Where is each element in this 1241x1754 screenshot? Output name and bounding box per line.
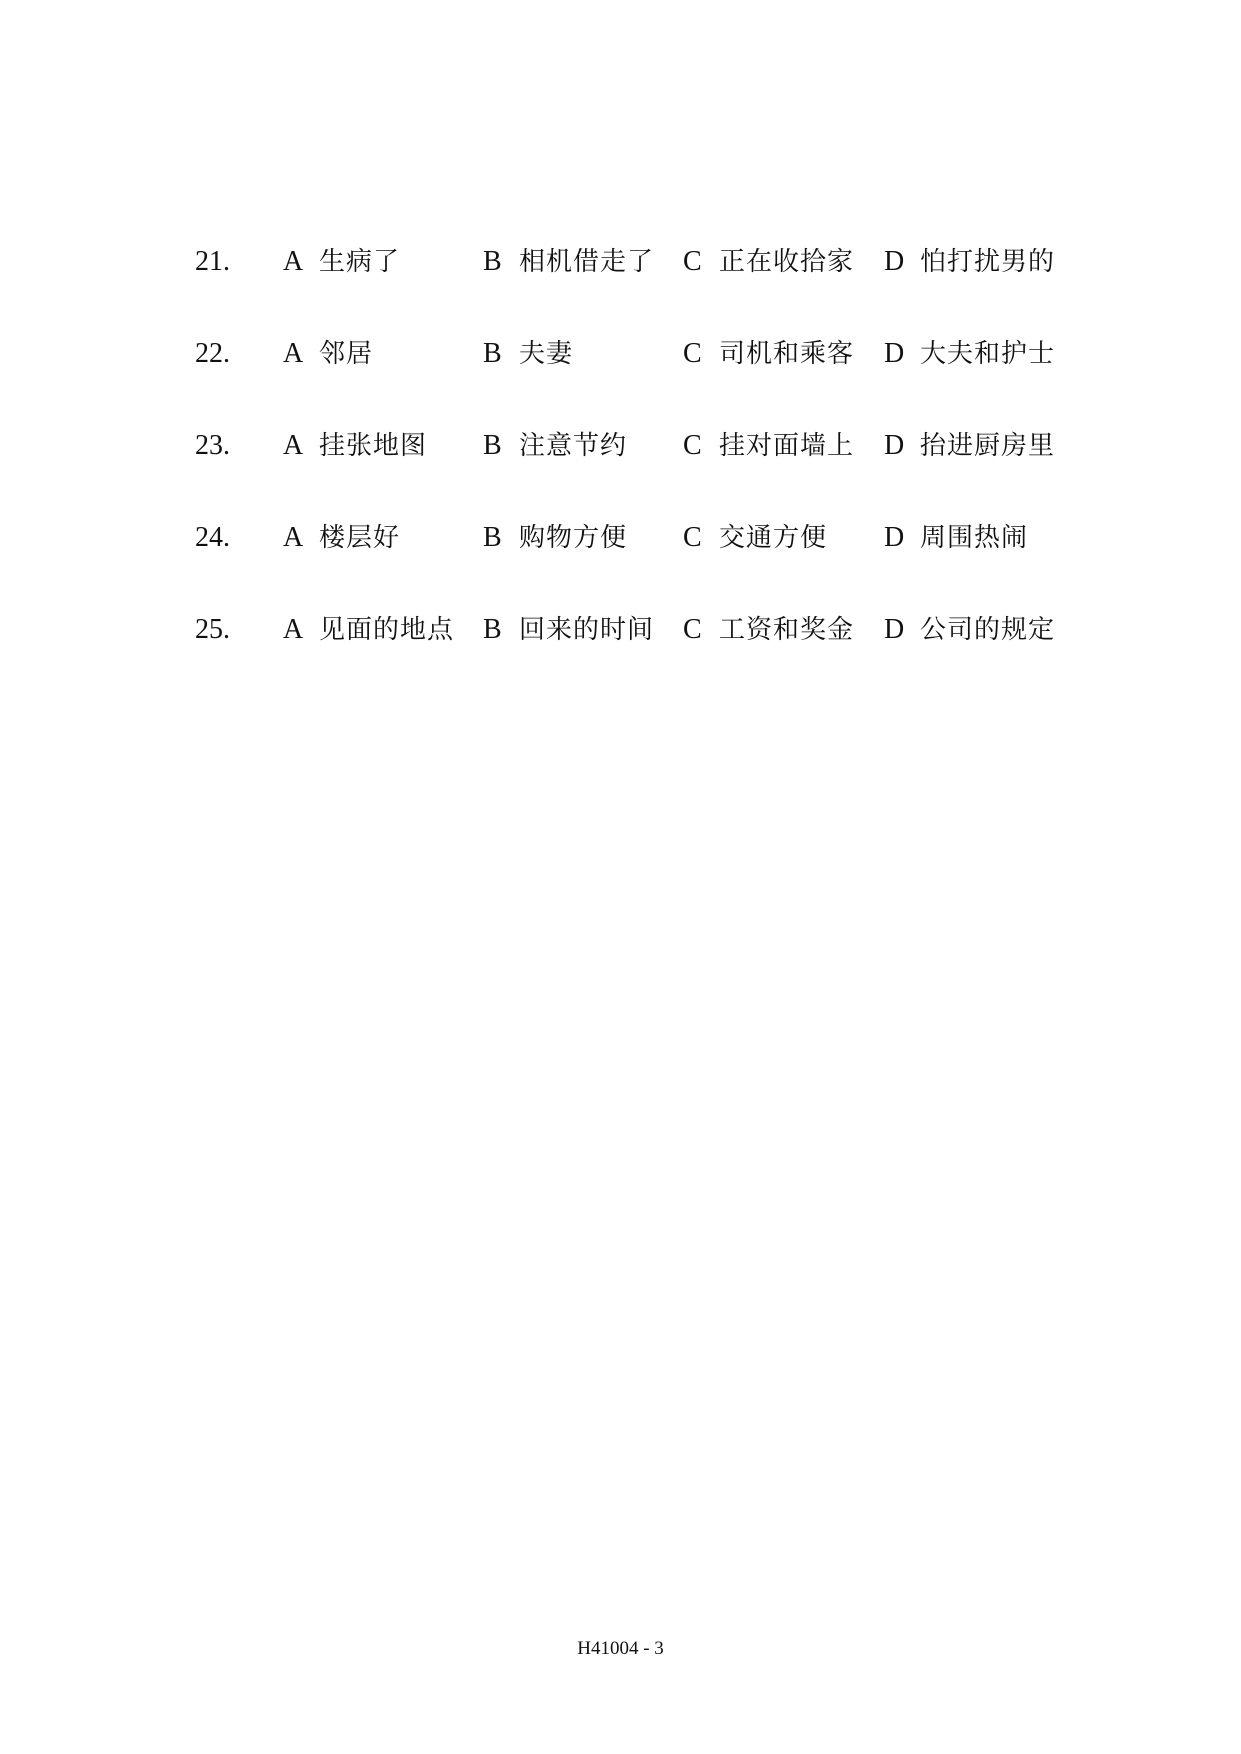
question-number: 22.	[195, 338, 230, 369]
option-letter: A	[283, 614, 304, 645]
option-c[interactable]	[683, 416, 854, 476]
option-text: 司机和乘客	[719, 339, 855, 369]
option-c[interactable]	[683, 324, 854, 384]
option-b[interactable]	[483, 508, 627, 568]
option-letter: C	[683, 522, 702, 553]
option-letter: D	[884, 614, 905, 645]
option-text: 注意节约	[519, 431, 628, 461]
option-letter: B	[483, 614, 502, 645]
option-d[interactable]	[884, 600, 1055, 660]
option-text: 工资和奖金	[719, 615, 855, 645]
option-c[interactable]	[683, 232, 854, 292]
option-letter: C	[683, 338, 702, 369]
page-footer	[0, 1634, 1241, 1664]
option-text: 回来的时间	[519, 615, 655, 645]
question-row-24	[0, 508, 1241, 568]
option-text: 生病了	[319, 247, 401, 277]
option-letter: A	[283, 522, 304, 553]
option-d[interactable]	[884, 416, 1055, 476]
option-a[interactable]	[283, 508, 400, 568]
option-text: 正在收拾家	[719, 247, 855, 277]
question-number: 23.	[195, 430, 230, 461]
option-text: 怕打扰男的	[920, 247, 1056, 277]
question-row-22	[0, 324, 1241, 384]
option-text: 周围热闹	[920, 523, 1029, 553]
question-row-21	[0, 232, 1241, 292]
option-letter: A	[283, 338, 304, 369]
option-letter: C	[683, 430, 702, 461]
option-a[interactable]	[283, 324, 373, 384]
option-text: 见面的地点	[319, 615, 455, 645]
option-text: 挂张地图	[319, 431, 428, 461]
option-letter: D	[884, 522, 905, 553]
option-text: 交通方便	[719, 523, 828, 553]
option-c[interactable]	[683, 508, 827, 568]
option-text: 大夫和护士	[920, 339, 1056, 369]
option-text: 购物方便	[519, 523, 628, 553]
option-text: 相机借走了	[519, 247, 655, 277]
option-text: 抬进厨房里	[920, 431, 1056, 461]
option-letter: B	[483, 430, 502, 461]
option-a[interactable]	[283, 232, 400, 292]
option-letter: C	[683, 614, 702, 645]
option-a[interactable]	[283, 600, 454, 660]
option-d[interactable]	[884, 232, 1055, 292]
option-b[interactable]	[483, 324, 573, 384]
option-b[interactable]	[483, 232, 654, 292]
question-row-23	[0, 416, 1241, 476]
option-text: 楼层好	[319, 523, 401, 553]
option-d[interactable]	[884, 508, 1028, 568]
option-letter: D	[884, 246, 905, 277]
option-letter: B	[483, 338, 502, 369]
option-letter: C	[683, 246, 702, 277]
option-b[interactable]	[483, 416, 627, 476]
question-number: 24.	[195, 522, 230, 553]
option-letter: D	[884, 430, 905, 461]
option-letter: A	[283, 430, 304, 461]
option-a[interactable]	[283, 416, 427, 476]
question-list	[0, 0, 1241, 700]
option-letter: D	[884, 338, 905, 369]
option-letter: B	[483, 522, 502, 553]
option-b[interactable]	[483, 600, 654, 660]
option-letter: B	[483, 246, 502, 277]
option-c[interactable]	[683, 600, 854, 660]
question-row-25	[0, 600, 1241, 660]
option-text: 夫妻	[519, 339, 574, 369]
question-number: 21.	[195, 246, 230, 277]
option-text: 邻居	[319, 339, 374, 369]
question-number: 25.	[195, 614, 230, 645]
option-text: 公司的规定	[920, 615, 1056, 645]
option-d[interactable]	[884, 324, 1055, 384]
page-code: H41004 - 3	[577, 1638, 664, 1659]
option-text: 挂对面墙上	[719, 431, 855, 461]
option-letter: A	[283, 246, 304, 277]
